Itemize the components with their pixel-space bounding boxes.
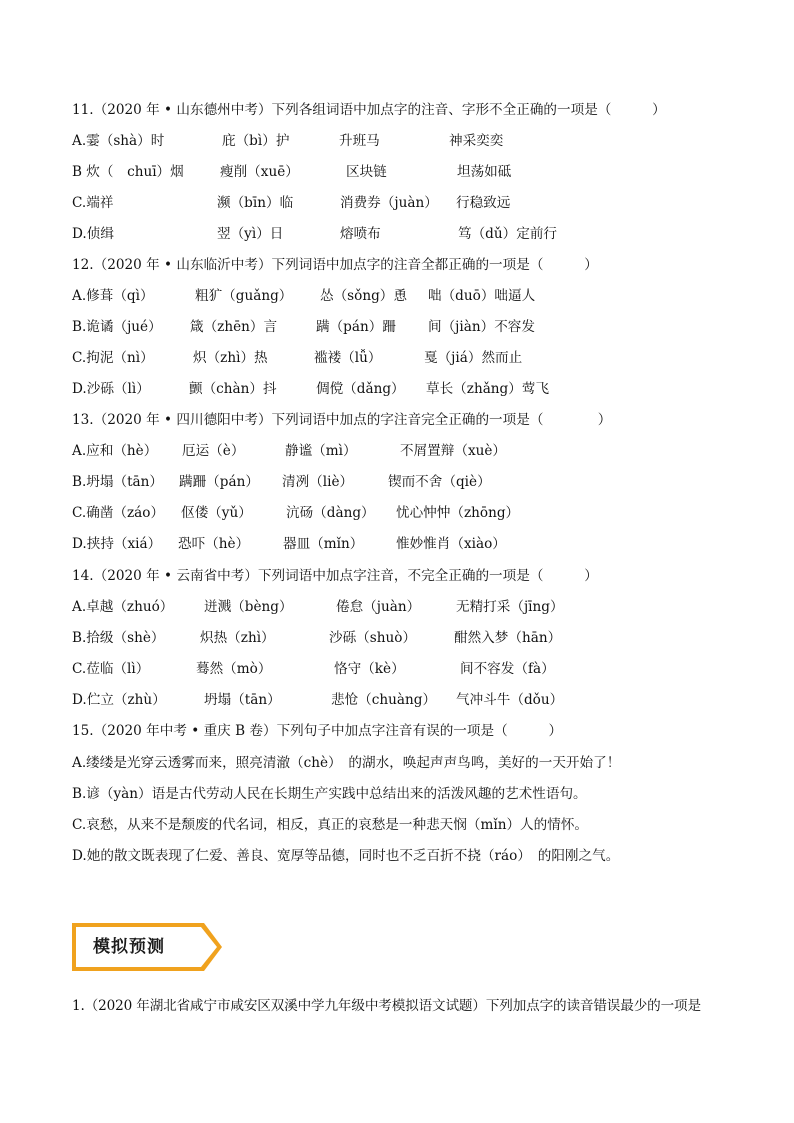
- option-cell: 沙砾（shuò）: [329, 630, 417, 646]
- question-15-option-b: B.谚（yàn）语是古代劳动人民在长期生产实践中总结出来的活泼风趣的艺术性语句。: [72, 786, 587, 802]
- option-cell: 行稳致远: [456, 195, 511, 211]
- option-cell: 升班马: [339, 133, 380, 149]
- option-cell: D.侦缉: [72, 226, 114, 242]
- option-cell: 悲怆（chuàng）: [331, 692, 437, 708]
- option-cell: 笃（dǔ）定前行: [458, 226, 558, 242]
- option-cell: D.伫立（zhù）: [72, 692, 166, 708]
- option-cell: 蹒跚（pán）: [179, 474, 259, 490]
- option-cell: 粗犷（guǎng）: [195, 288, 293, 304]
- option-cell: 倦怠（juàn）: [336, 599, 421, 615]
- option-cell: 颤（chàn）抖: [189, 381, 277, 397]
- option-cell: A.霎（shà）时: [72, 133, 165, 149]
- option-cell: 草长（zhǎng）莺飞: [426, 381, 550, 397]
- option-cell: 酣然入梦（hān）: [454, 630, 562, 646]
- option-cell: 锲而不舍（qiè）: [388, 474, 491, 490]
- option-cell: A.卓越（zhuó）: [72, 599, 174, 615]
- option-cell: 无精打采（jīng）: [456, 599, 564, 615]
- option-cell: A.应和（hè）: [72, 443, 158, 459]
- option-cell: 消费券（juàn）: [340, 195, 438, 211]
- option-cell: 清冽（liè）: [282, 474, 354, 490]
- option-cell: A.修葺（qì）: [72, 288, 154, 304]
- question-11-stem: 11.（2020 年 • 山东德州中考）下列各组词语中加点字的注音、字形不全正确的一项是（ ）: [72, 102, 666, 118]
- option-cell: D.沙砾（lì）: [72, 381, 150, 397]
- mock-question-1-stem: 1.（2020 年湖北省咸宁市咸安区双溪中学九年级中考模拟语文试题）下列加点字的读音错误最少的一项是: [72, 998, 701, 1014]
- question-15-option-a: A.缕缕是光穿云透雾而来，照亮清澈（chè） 的湖水，唤起声声鸟鸣，美好的一天开始了！: [72, 755, 621, 771]
- option-cell: B.诡谲（jué）: [72, 319, 162, 335]
- option-cell: 怂（sǒng）恿: [320, 288, 407, 304]
- option-cell: C.端祥: [72, 195, 114, 211]
- option-cell: 间不容发（fà）: [460, 661, 555, 677]
- option-cell: C.莅临（lì）: [72, 661, 150, 677]
- option-cell: 伛偻（yǔ）: [181, 505, 252, 521]
- option-cell: 神采奕奕: [449, 133, 504, 149]
- option-cell: B.拾级（shè）: [72, 630, 165, 646]
- question-15-option-d: D.她的散文既表现了仁爱、善良、宽厚等品德，同时也不乏百折不挠（ráo） 的阳刚之气。: [72, 848, 620, 864]
- option-cell: 恐吓（hè）: [178, 536, 250, 552]
- question-12-stem: 12.（2020 年 • 山东临沂中考）下列词语中加点字的注音全都正确的一项是（ ）: [72, 257, 598, 273]
- question-15-option-c: C.哀愁，从来不是颓废的代名词，相反，真正的哀愁是一种悲天悯（mǐn）人的情怀。: [72, 817, 589, 833]
- option-cell: 厄运（è）: [182, 443, 245, 459]
- option-cell: 瘦削（xuē）: [220, 164, 299, 180]
- option-cell: 倜傥（dǎng）: [316, 381, 405, 397]
- section-title: 模拟预测: [93, 937, 165, 957]
- question-13-stem: 13.（2020 年 • 四川德阳中考）下列词语中加点的字注音完全正确的一项是（ ）: [72, 412, 612, 428]
- option-cell: 咄（duō）咄逼人: [428, 288, 536, 304]
- option-cell: 熔喷布: [340, 226, 381, 242]
- question-14-stem: 14.（2020 年 • 云南省中考）下列词语中加点字注音，不完全正确的一项是（ ）: [72, 568, 598, 584]
- option-cell: D.挟持（xiá）: [72, 536, 162, 552]
- option-cell: 炽（zhì）热: [193, 350, 268, 366]
- option-cell: 戛（jiá）然而止: [424, 350, 523, 366]
- option-cell: 恪守（kè）: [334, 661, 405, 677]
- option-cell: 迸溅（bèng）: [204, 599, 293, 615]
- option-cell: 褴褛（lǚ）: [314, 350, 382, 366]
- option-cell: 濒（bīn）临: [217, 195, 294, 211]
- option-cell: 庇（bì）护: [222, 133, 290, 149]
- option-cell: 惟妙惟肖（xiào）: [396, 536, 506, 552]
- option-cell: B.坍塌（tān）: [72, 474, 164, 490]
- question-15-stem: 15.（2020 年中考 • 重庆 B 卷）下列句子中加点字注音有误的一项是（ ）: [72, 723, 563, 739]
- option-cell: C.拘泥（nì）: [72, 350, 154, 366]
- section-banner: [71, 922, 223, 972]
- option-cell: 不屑置辩（xuè）: [400, 443, 507, 459]
- option-cell: B 炊（ chuī）烟: [72, 164, 184, 180]
- option-cell: 沆砀（dàng）: [286, 505, 375, 521]
- option-cell: 翌（yì）日: [217, 226, 284, 242]
- option-cell: 静谧（mì）: [285, 443, 357, 459]
- option-cell: 坍塌（tān）: [204, 692, 281, 708]
- option-cell: 气冲斗牛（dǒu）: [456, 692, 564, 708]
- option-cell: 蓦然（mò）: [196, 661, 272, 677]
- option-cell: 坦荡如砥: [457, 164, 512, 180]
- option-cell: 器皿（mǐn）: [283, 536, 364, 552]
- option-cell: 间（jiàn）不容发: [428, 319, 535, 335]
- option-cell: 炽热（zhì）: [200, 630, 275, 646]
- option-cell: 箴（zhēn）言: [190, 319, 278, 335]
- option-cell: 区块链: [346, 164, 387, 180]
- option-cell: C.确凿（záo）: [72, 505, 165, 521]
- option-cell: 忧心忡忡（zhōng）: [396, 505, 520, 521]
- option-cell: 蹒（pán）跚: [316, 319, 396, 335]
